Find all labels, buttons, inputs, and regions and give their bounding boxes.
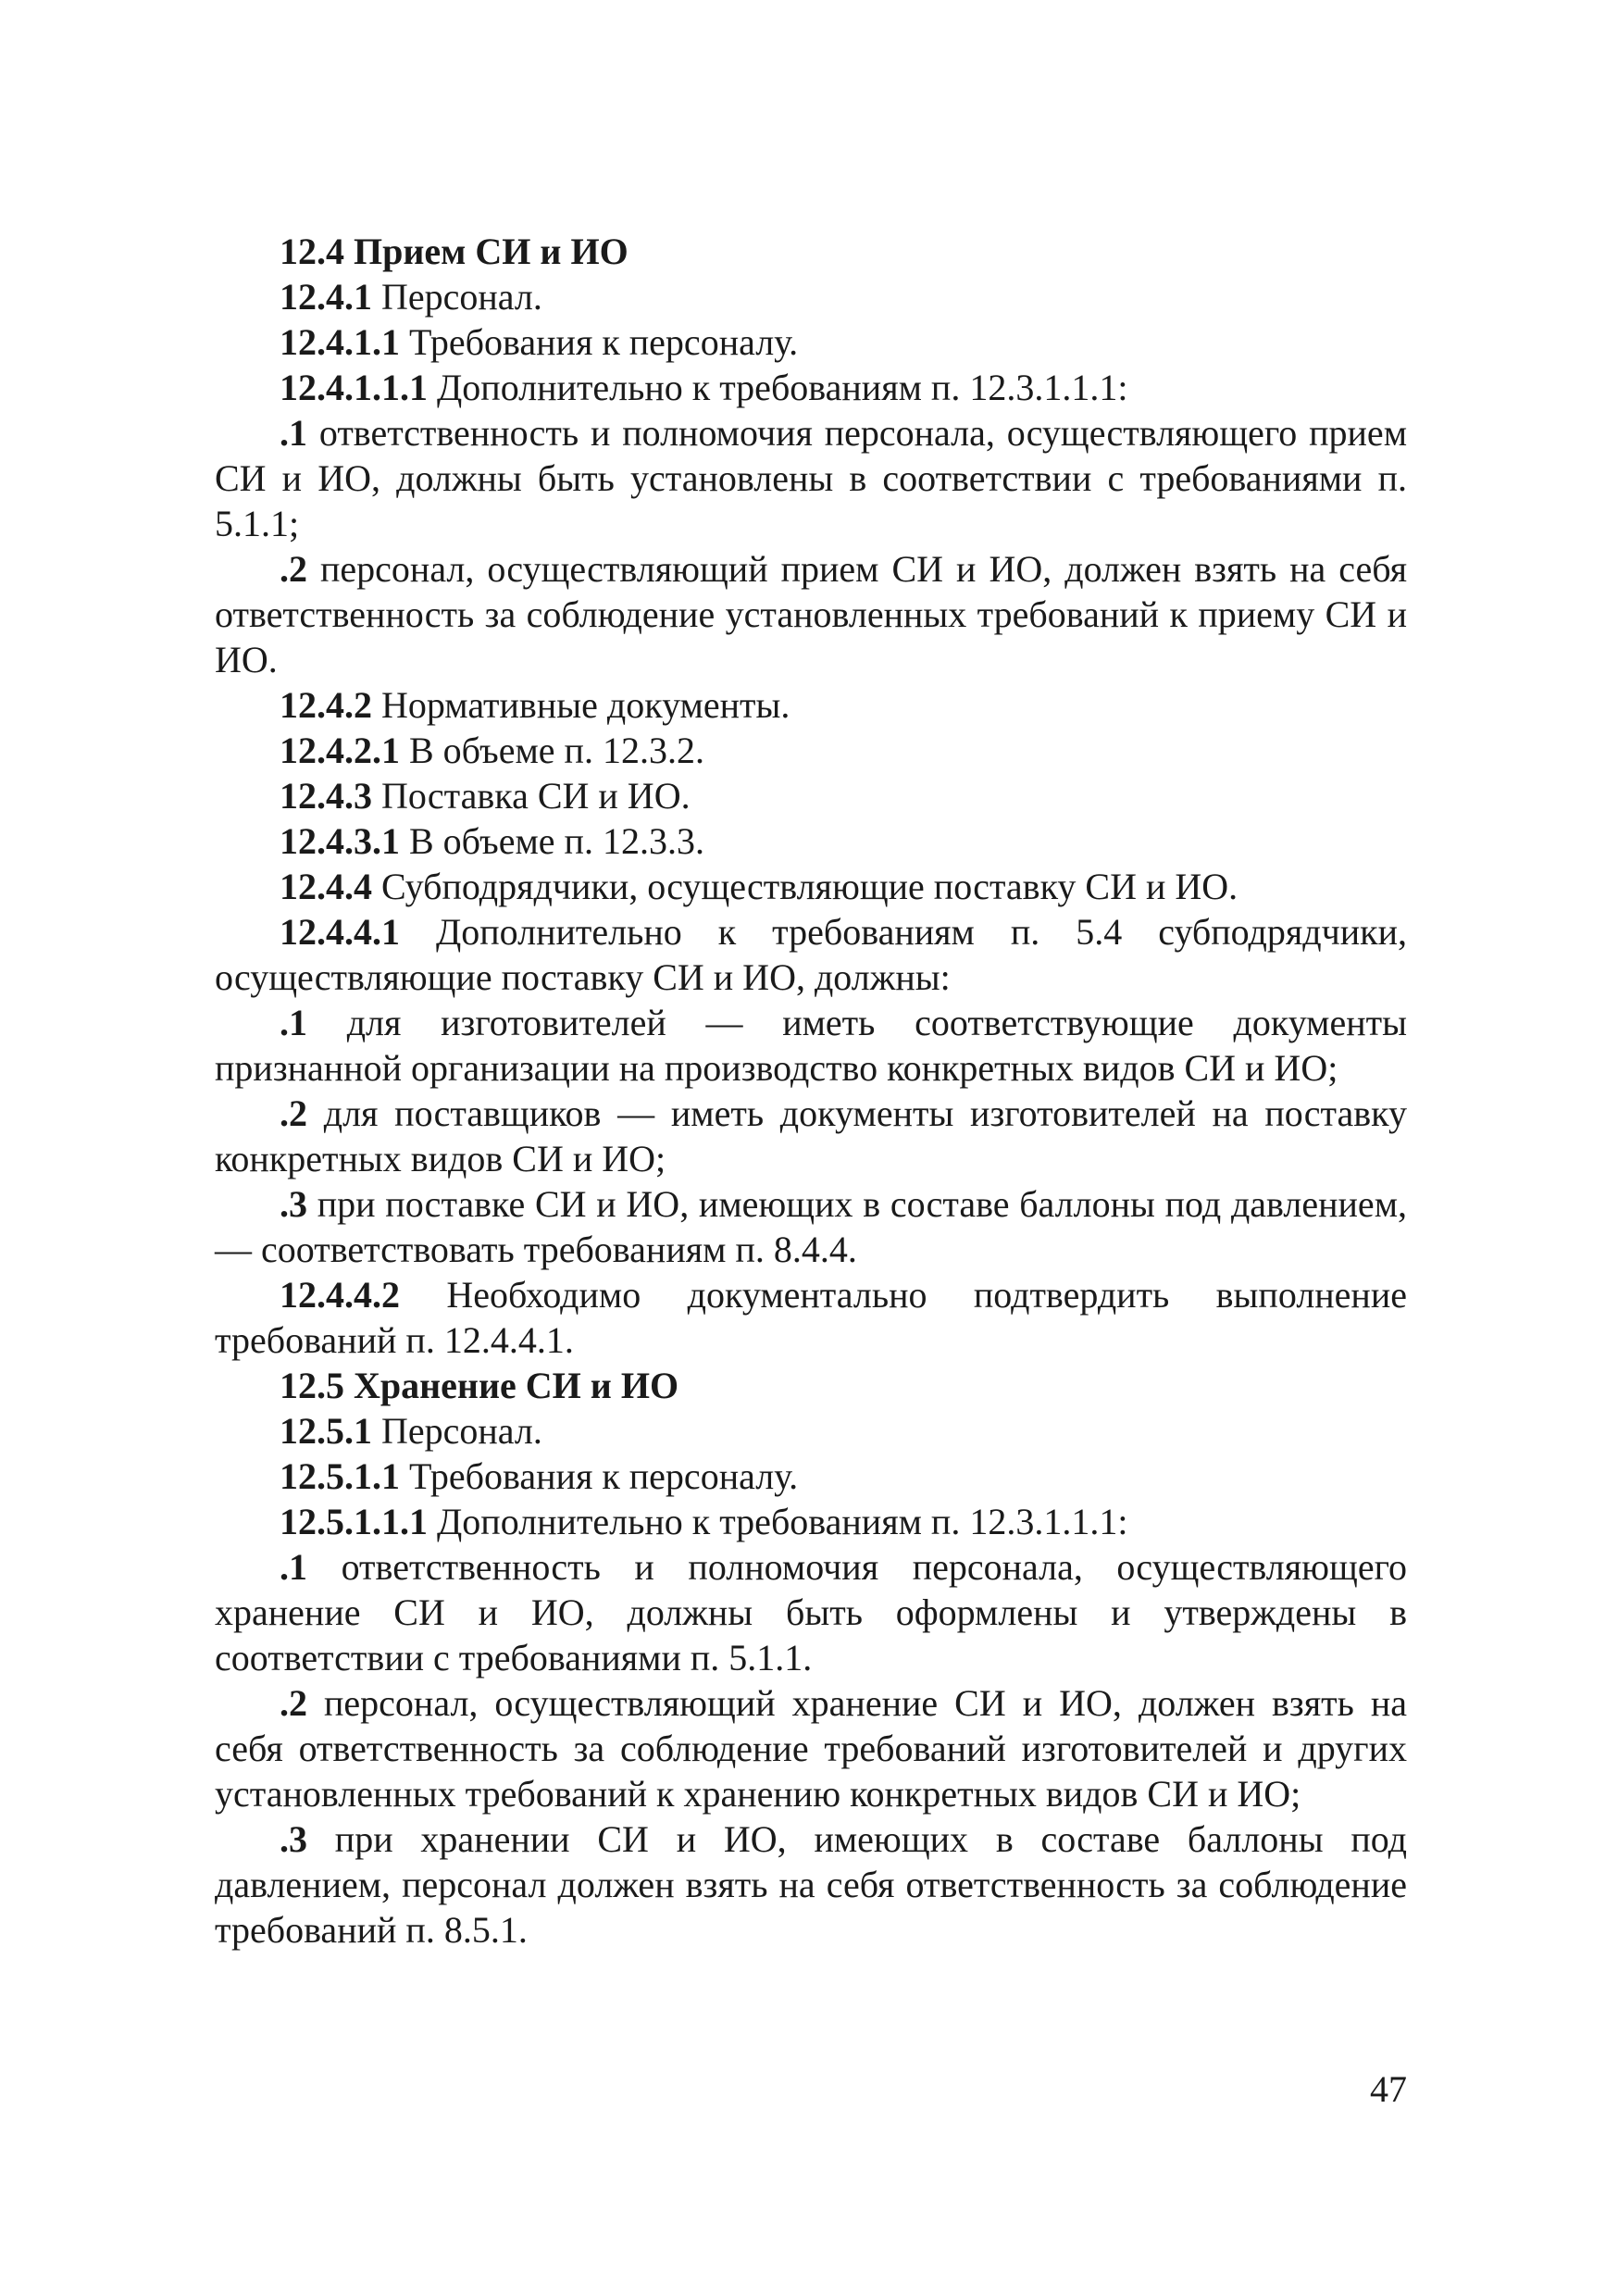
paragraph-label: 12.4.1.1.1 [280, 367, 428, 408]
paragraph-label: 12.5.1.1 [280, 1455, 400, 1497]
paragraph-label: 12.5.1 [280, 1410, 372, 1452]
paragraph-label: 12.4.3 [280, 775, 372, 817]
paragraph [215, 728, 1407, 773]
paragraph-text: Требования к персоналу. [400, 321, 799, 363]
paragraph [215, 773, 1407, 818]
paragraph-label: 12.4.1.1 [280, 321, 400, 363]
paragraph-text: при поставке СИ и ИО, имеющих в составе баллоны под давлением, — соответствовать требованиям п. 8.4.4. [215, 1183, 1407, 1270]
paragraph [215, 864, 1407, 909]
paragraph [215, 229, 1407, 274]
paragraph-text: ответственность и полномочия персонала, осуществляющего прием СИ и ИО, должны быть установлены в соответствии с требованиями п. 5.1.1; [215, 412, 1407, 544]
paragraph-text: Поставка СИ и ИО. [372, 775, 691, 817]
paragraph-label: 12.5 Хранение СИ и ИО [280, 1365, 679, 1406]
paragraph-label: .1 [280, 1546, 307, 1588]
paragraph [215, 1544, 1407, 1680]
paragraph-text: Дополнительно к требованиям п. 5.4 субподрядчики, осуществляющие поставку СИ и ИО, должны: [215, 911, 1407, 998]
paragraph [215, 818, 1407, 864]
paragraph-text: при хранении СИ и ИО, имеющих в составе баллоны под давлением, персонал должен взять на себя ответственность за соблюдение требований п. 8.5.1. [215, 1818, 1407, 1951]
paragraph-text: Нормативные документы. [372, 684, 790, 726]
paragraph [215, 274, 1407, 319]
paragraph-label: 12.4.2.1 [280, 730, 400, 771]
paragraph-text: Требования к персоналу. [400, 1455, 799, 1497]
paragraph-label: 12.4.2 [280, 684, 372, 726]
paragraph [215, 909, 1407, 1000]
paragraph-text: В объеме п. 12.3.3. [400, 820, 704, 862]
paragraph-text: Субподрядчики, осуществляющие поставку СИ и ИО. [372, 866, 1238, 907]
paragraph-text: Персонал. [372, 1410, 542, 1452]
paragraph-label: .3 [280, 1183, 307, 1225]
document-text-block [215, 229, 1407, 1953]
paragraph-label: .3 [280, 1818, 307, 1860]
page-number: 47 [1370, 2068, 1407, 2110]
paragraph-text: Персонал. [372, 276, 542, 318]
paragraph [215, 319, 1407, 365]
paragraph-text: В объеме п. 12.3.2. [400, 730, 704, 771]
paragraph-text: для поставщиков — иметь документы изготовителей на поставку конкретных видов СИ и ИО; [215, 1092, 1407, 1179]
paragraph [215, 365, 1407, 410]
paragraph [215, 1091, 1407, 1181]
paragraph-text: Необходимо документально подтвердить выполнение требований п. 12.4.4.1. [215, 1274, 1407, 1361]
paragraph-label: .2 [280, 1092, 307, 1134]
paragraph-label: .2 [280, 548, 307, 590]
paragraph [215, 682, 1407, 728]
paragraph-text: персонал, осуществляющий прием СИ и ИО, должен взять на себя ответственность за соблюдение установленных требований к приему СИ и ИО. [215, 548, 1407, 680]
paragraph-text: Дополнительно к требованиям п. 12.3.1.1.1: [428, 1501, 1128, 1542]
paragraph [215, 546, 1407, 682]
paragraph-label: 12.4.4.1 [280, 911, 400, 953]
paragraph-label: 12.5.1.1.1 [280, 1501, 428, 1542]
paragraph-label: .2 [280, 1682, 307, 1724]
paragraph-label: .1 [280, 1002, 307, 1043]
paragraph-label: 12.4.4 [280, 866, 372, 907]
paragraph-label: 12.4.3.1 [280, 820, 400, 862]
paragraph [215, 1363, 1407, 1408]
paragraph-label: 12.4.1 [280, 276, 372, 318]
paragraph-label: 12.4.4.2 [280, 1274, 400, 1316]
paragraph [215, 1408, 1407, 1454]
paragraph-text: Дополнительно к требованиям п. 12.3.1.1.1: [428, 367, 1128, 408]
paragraph-text: для изготовителей — иметь соответствующие документы признанной организации на производство конкретных видов СИ и ИО; [215, 1002, 1407, 1089]
paragraph [215, 1680, 1407, 1816]
paragraph [215, 1181, 1407, 1272]
paragraph [215, 1816, 1407, 1953]
paragraph [215, 1454, 1407, 1499]
paragraph-text: персонал, осуществляющий хранение СИ и ИО, должен взять на себя ответственность за соблюдение требований изготовителей и других установленных требований к хранению конкретных видов СИ и ИО; [215, 1682, 1407, 1815]
paragraph-label: .1 [280, 412, 307, 454]
paragraph-label: 12.4 Прием СИ и ИО [280, 231, 629, 272]
paragraph [215, 1000, 1407, 1091]
paragraph [215, 1499, 1407, 1544]
paragraph [215, 410, 1407, 546]
paragraph [215, 1272, 1407, 1363]
paragraph-text: ответственность и полномочия персонала, осуществляющего хранение СИ и ИО, должны быть оформлены и утверждены в соответствии с требованиями п. 5.1.1. [215, 1546, 1407, 1678]
